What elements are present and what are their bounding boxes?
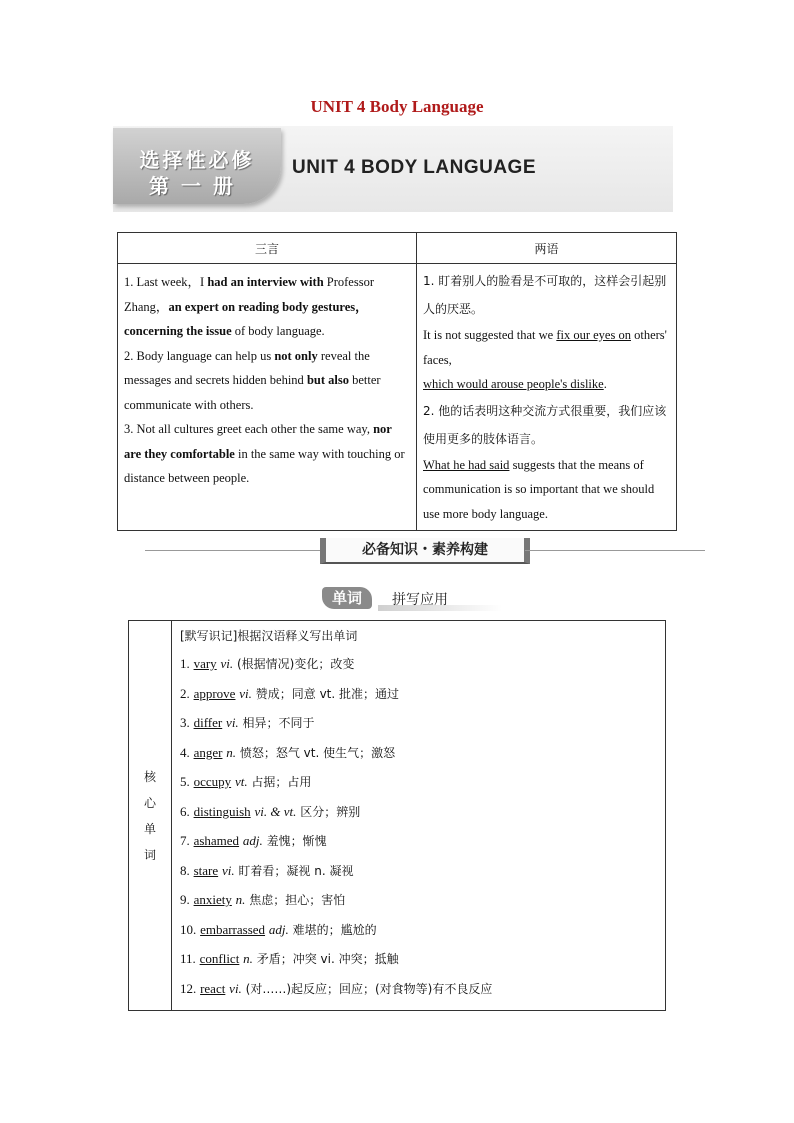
volume-badge (113, 128, 281, 204)
vocab-word: vary (193, 656, 217, 671)
section-divider (145, 538, 705, 564)
vocab-meaning: (根据情况)变化；改变 (236, 657, 355, 671)
vocab-item (180, 739, 657, 769)
vocab-item (180, 975, 657, 1005)
core-vocabulary-table (128, 620, 666, 1011)
vocab-number: 9. (180, 892, 190, 907)
header-sanyan: 三言 (118, 233, 417, 264)
sentence-1: 1. Last week，I had an interview with Professor Zhang，an expert on reading body gestures，concerning the issue of body language. (124, 275, 374, 338)
vocab-meaning: 羞愧；惭愧 (266, 834, 327, 848)
vocab-meaning: 赞成；同意 vt. 批准；通过 (255, 686, 400, 701)
vocab-meaning: 盯着看；凝视 n. 凝视 (238, 863, 354, 878)
vocab-number: 3. (180, 715, 190, 730)
vocab-number: 1. (180, 656, 190, 671)
badge-line-2: 第一册 (149, 174, 245, 198)
vocab-number: 11. (180, 951, 196, 966)
divider-line-right (525, 550, 705, 551)
vocab-word: embarrassed (200, 921, 266, 937)
vocab-item (180, 709, 657, 739)
vocab-word: stare (193, 862, 219, 878)
table-header-row (118, 233, 677, 264)
vocab-number: 6. (180, 803, 190, 819)
vocab-list (172, 621, 666, 1011)
vocab-item (180, 768, 657, 798)
vocab-item (180, 857, 657, 887)
sub-heading (322, 585, 502, 611)
sentence-2: 2. Body language can help us not only reveal the messages and secrets hidden behind but also better communicate with others. (124, 348, 381, 412)
vocab-meaning: 矛盾；冲突 vi. 冲突；抵触 (256, 952, 399, 966)
vocab-meaning: 相异；不同于 (242, 716, 315, 730)
translation-2-chinese: 2. 他的话表明这种交流方式很重要，我们应该使用更多的肢体语言。 (423, 403, 667, 446)
vocab-pos: n. (226, 744, 237, 760)
vocab-number: 2. (180, 685, 190, 701)
side-char: 心 (143, 795, 156, 810)
vocab-pos: vi. (221, 862, 235, 878)
divider-line-left (145, 550, 325, 551)
vocab-item (180, 798, 657, 828)
vocab-word: occupy (193, 774, 232, 789)
translation-2-english: What he had said suggests that the means of communication is so important that we should use more body language. (423, 457, 655, 521)
vocab-pos: adj. (242, 833, 263, 848)
vocab-meaning: 区分；辨别 (300, 804, 361, 819)
vocab-pos: vi. (229, 980, 242, 996)
header-liangyu: 两语 (417, 233, 677, 264)
vocab-word: anxiety (193, 892, 232, 907)
vocab-pos: vi. & vt. (254, 803, 297, 819)
unit-banner (113, 126, 673, 212)
vocab-pos: vi. (226, 715, 239, 730)
vocab-item (180, 650, 657, 680)
vocab-word: differ (193, 715, 223, 730)
vocab-meaning: 占据；占用 (251, 775, 312, 789)
sanyan-liangyu-table (117, 232, 677, 531)
vocab-pos: vt. (234, 774, 248, 789)
vocab-side-label (129, 621, 172, 1011)
vocab-item (180, 886, 657, 916)
vocab-number: 12. (180, 980, 197, 996)
vocab-word: ashamed (193, 833, 240, 848)
vocab-number: 4. (180, 744, 190, 760)
sub-heading-text: 拼写应用 (392, 592, 448, 608)
vocab-meaning: 焦虑；担心；害怕 (249, 893, 346, 907)
sanyan-cell (118, 264, 417, 531)
vocab-meaning: 愤怒；怒气 vt. 使生气；激怒 (239, 745, 396, 760)
vocab-number: 10. (180, 921, 197, 937)
vocab-number: 5. (180, 774, 190, 789)
vocab-item (180, 916, 657, 946)
vocab-meaning: (对……)起反应；回应；(对食物等)有不良反应 (245, 981, 493, 996)
vocab-pos: vi. (239, 685, 252, 701)
vocab-pos: n. (235, 892, 246, 907)
vocab-pos: vi. (220, 656, 234, 671)
vocab-item (180, 827, 657, 857)
vocab-item (180, 680, 657, 710)
vocab-number: 8. (180, 862, 190, 878)
translation-1-chinese: 1. 盯着别人的脸看是不可取的，这样会引起别人的厌恶。 (423, 274, 667, 316)
vocab-pos: n. (243, 951, 253, 966)
vocab-word: react (200, 980, 226, 996)
document-title: UNIT 4 Body Language (310, 97, 484, 116)
liangyu-cell (417, 264, 677, 531)
vocab-word: anger (193, 744, 223, 760)
vocab-instruction: [默写识记]根据汉语释义写出单词 (180, 629, 358, 643)
vocab-meaning: 难堪的；尴尬的 (292, 922, 377, 937)
badge-line-1: 选择性必修 (139, 148, 255, 172)
banner-title: UNIT 4 BODY LANGUAGE (292, 157, 537, 178)
translation-1-english: It is not suggested that we fix our eyes on others' faces, which would arouse people's dislike. (423, 328, 667, 391)
side-char: 核 (143, 769, 156, 784)
vocab-pos: adj. (268, 921, 289, 937)
vocab-item (180, 945, 657, 975)
vocab-word: distinguish (193, 803, 251, 819)
table-content-row (118, 264, 677, 531)
section-title: 必备知识・素养构建 (320, 538, 530, 564)
sentence-3: 3. Not all cultures greet each other the same way, nor are they comfortable in the same way with touching or distance between people. (124, 422, 405, 485)
side-char: 单 (143, 821, 156, 836)
vocab-number: 7. (180, 833, 190, 848)
vocab-word: approve (193, 685, 236, 701)
side-char: 词 (143, 847, 156, 862)
vocab-word: conflict (199, 951, 240, 966)
sub-heading-tag: 单词 (322, 587, 372, 609)
